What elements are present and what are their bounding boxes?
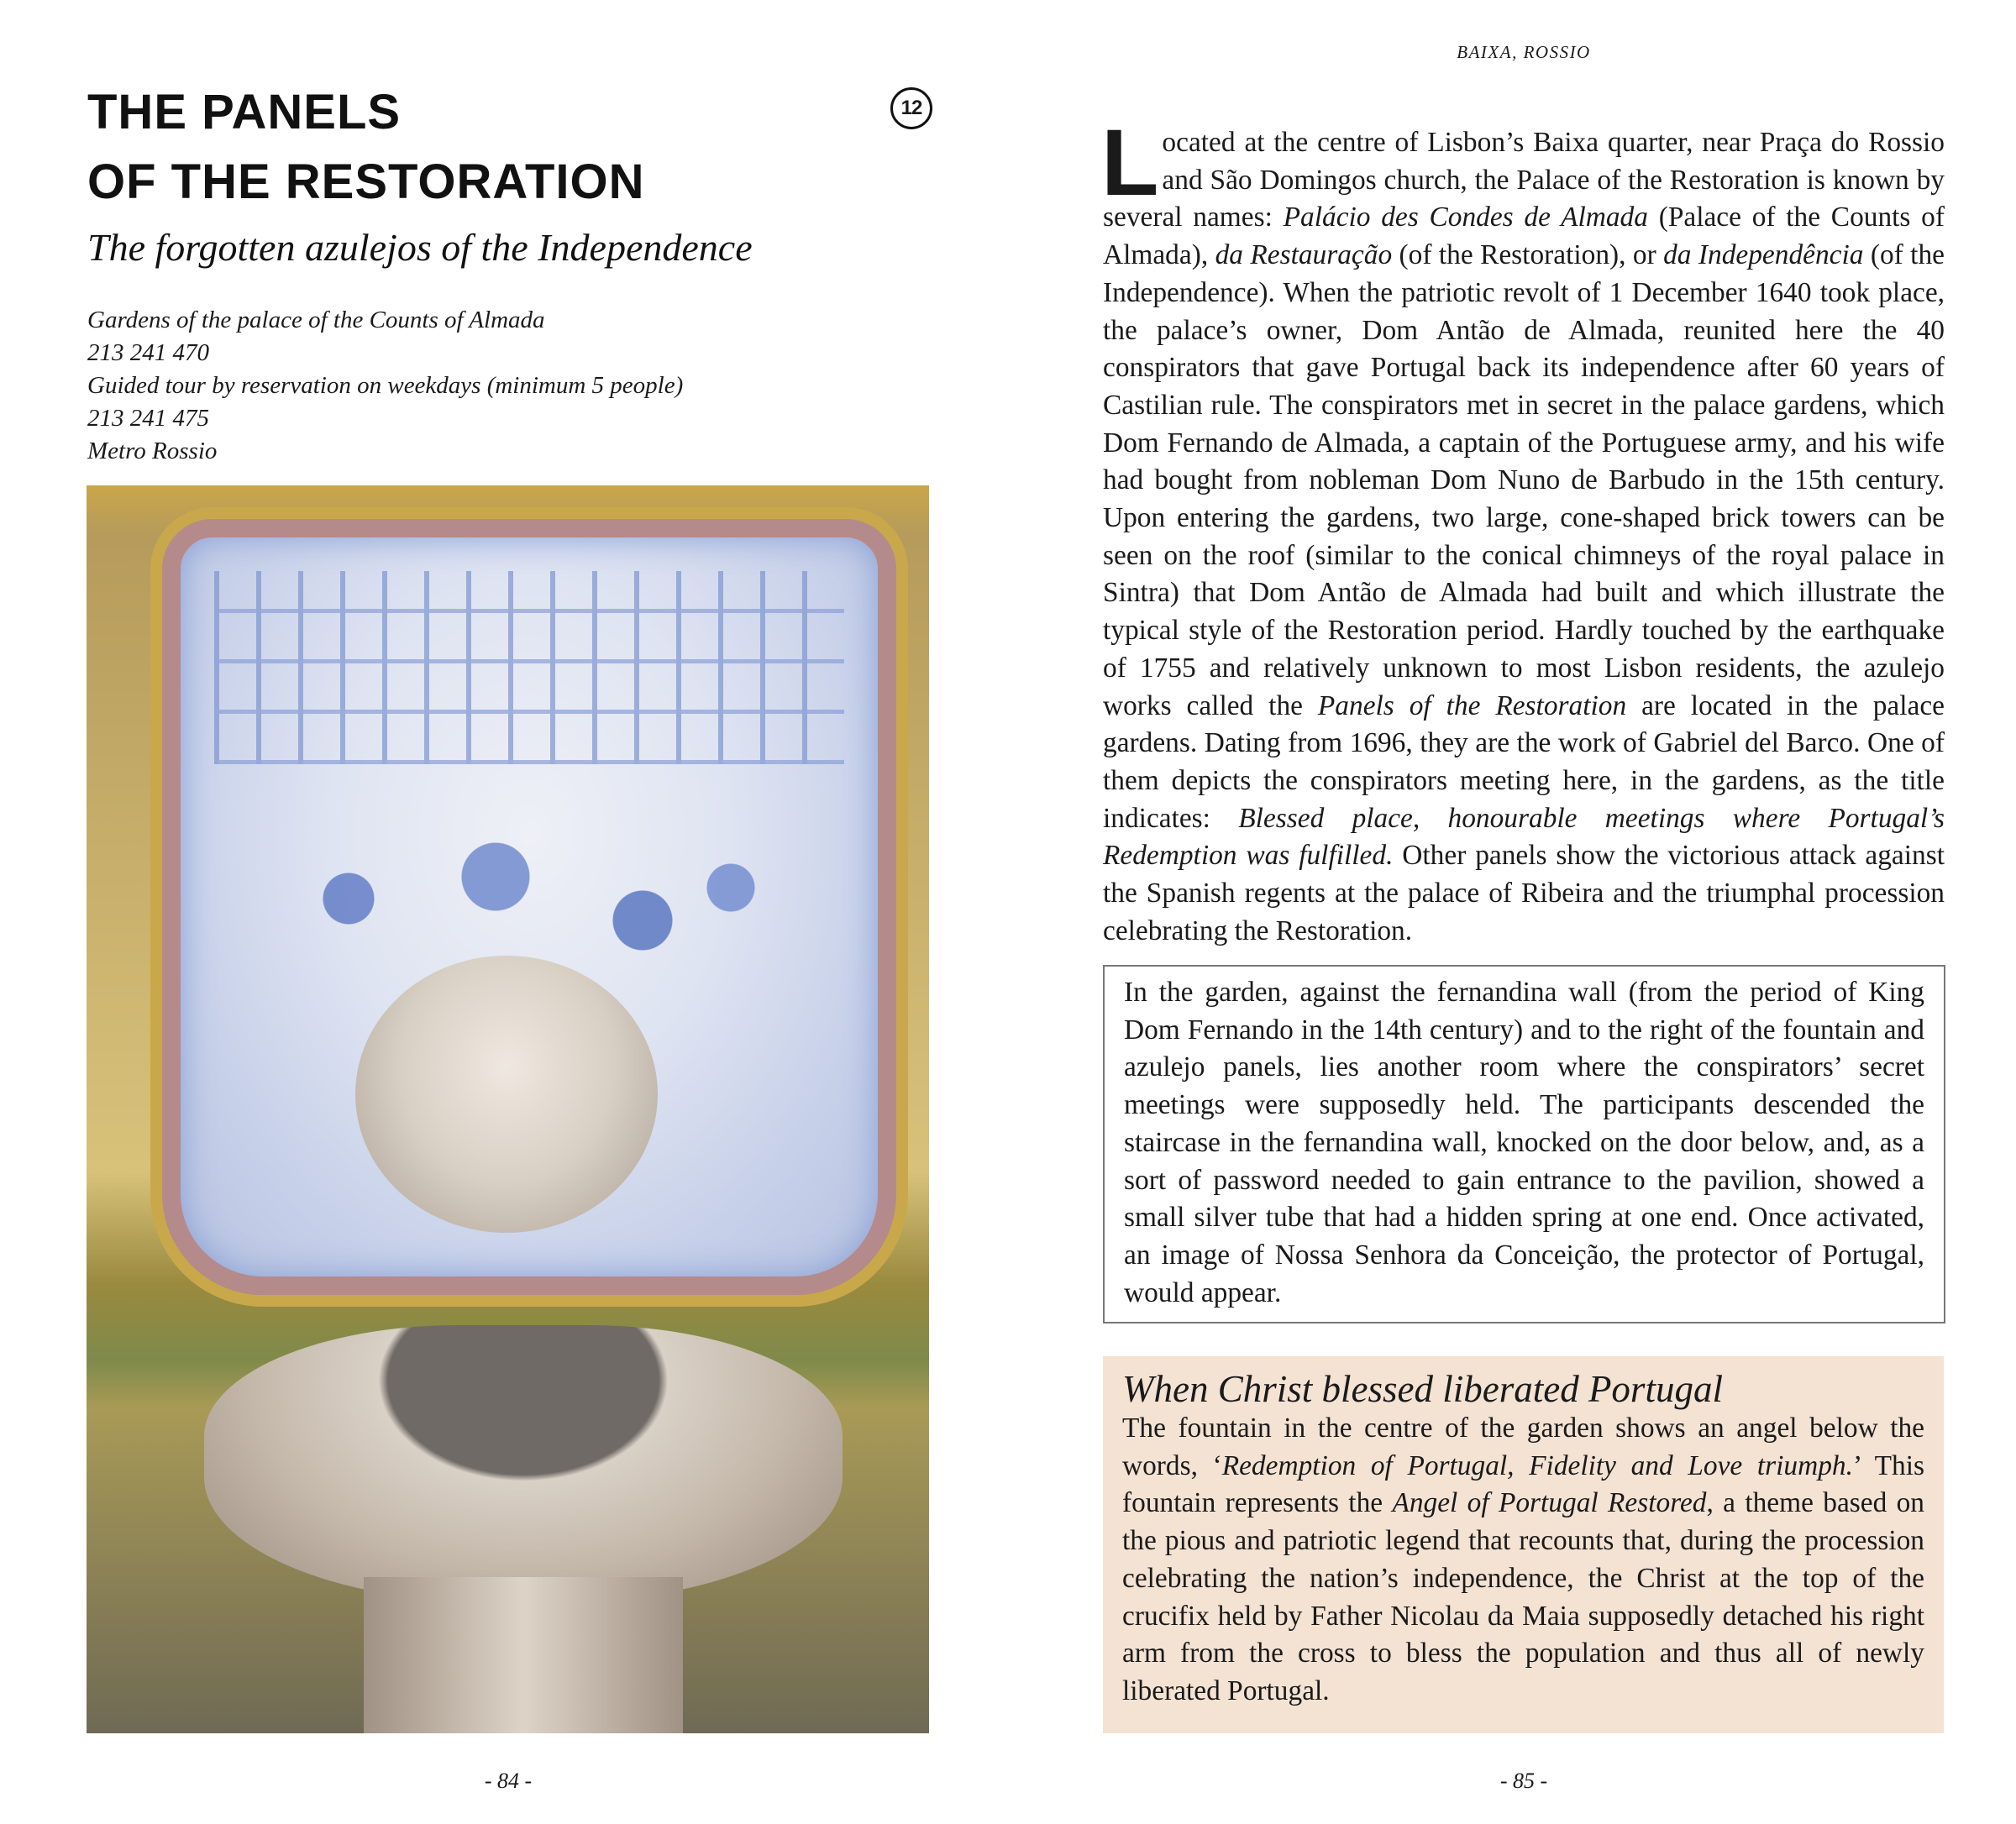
fountain-basin: [204, 1325, 843, 1602]
page-number-left: - 84 -: [484, 1769, 533, 1793]
text-run: (Palace of the Counts of Almada),: [1103, 202, 1945, 271]
entry-number-badge: 12: [890, 87, 932, 129]
italic-run: Panels of the Restoration: [1317, 689, 1627, 721]
info-address: Gardens of the palace of the Counts of Almada: [87, 307, 545, 333]
running-head: BAIXA, ROSSIO: [1457, 42, 1591, 62]
page-number-right: - 85 -: [1499, 1769, 1548, 1793]
aside-paragraph: [1122, 1410, 1924, 1711]
fountain-pedestal: [364, 1577, 683, 1733]
aside-heading: When Christ blessed liberated Portugal: [1122, 1368, 1723, 1410]
boxed-note: In the garden, against the fernandina wall (from the period of King Dom Fernando in the 14th century) and to the right of the fountain and azulejo panels, lies another room where the conspirators’ secret meetings were supposedly held. The participants descended the staircase in the fernandina wall, knocked on the door below, and, as a sort of password needed to gain entrance to the pavilion, showed a small silver tube that had a hidden spring at one end. Once activated, an image of Nossa Senhora da Conceição, the protector of Portugal, would appear.: [1103, 965, 1945, 1323]
subtitle: The forgotten azulejos of the Independence: [87, 226, 753, 269]
fountain-azulejo-photo: [87, 485, 929, 1733]
info-block: [87, 304, 683, 468]
info-tour: Guided tour by reservation on weekdays (minimum 5 people): [87, 372, 684, 399]
text-run: , a theme based on the pious and patriotic legend that recounts that, during the procession celebrating the nation’s independence, the Christ at the top of the crucifix held by Father Nicolau da Maia supposedly detached his right arm from the cross to bless the population and thus all of newly liberated Portugal.: [1122, 1487, 1924, 1706]
italic-run: Redemption of Portugal, Fidelity and Love triumph.: [1221, 1449, 1853, 1481]
italic-run: da Independência: [1663, 239, 1864, 271]
page-title: [87, 77, 645, 217]
article-paragraph: [1101, 110, 1945, 950]
title-line-1: THE PANELS: [87, 85, 402, 139]
text-run: The fountain in the centre of the garden shows an angel below the words, ‘: [1122, 1413, 1924, 1481]
italic-run: Angel of Portugal Restored: [1392, 1487, 1707, 1519]
title-line-2: OF THE RESTORATION: [87, 155, 645, 209]
angel-sculpture: [355, 956, 658, 1233]
info-phone-tour: 213 241 475: [87, 405, 209, 432]
text-run: ’ This fountain represents the: [1122, 1449, 1924, 1519]
text-run: ocated at the centre of Lisbon’s Baixa quarter, near Praça do Rossio and São Domingos church, the Palace of the Restoration is known by several names:: [1103, 127, 1945, 233]
info-phone: 213 241 470: [87, 339, 209, 366]
drop-cap: L: [1101, 110, 1159, 215]
italic-run: da Restauração: [1215, 239, 1393, 271]
italic-run: Blessed place, honourable meetings where Portugal’s Redemption was fulfilled.: [1103, 802, 1945, 872]
sidebar-aside: [1103, 1356, 1944, 1733]
text-run: (of the Independence). When the patriotic revolt of 1 December 1640 took place, the palace’s owner, Dom Antão de Almada, reunited here the 40 conspirators that gave Portugal back its independence after 60 years of Castilian rule. The conspirators met in secret in the palace gardens, which Dom Fernando de Almada, a captain of the Portuguese army, and his wife had bought from nobleman Dom Nuno de Barbudo in the 15th century. Upon entering the gardens, two large, cone-shaped brick towers can be seen on the roof (similar to the conical chimneys of the royal palace in Sintra) that Dom Antão de Almada had built and which illustrate the typical style of the Restoration period. Hardly touched by the earthquake of 1755 and relatively unknown to most Lisbon residents, the azulejo works called the: [1103, 239, 1945, 721]
text-run: Other panels show the victorious attack against the Spanish regents at the palace of Ribeira and the triumphal procession celebrating the Restoration.: [1103, 840, 1945, 946]
main-article: [1101, 110, 1945, 950]
text-run: (of the Restoration), or: [1392, 239, 1664, 271]
italic-run: Palácio des Condes de Almada: [1283, 202, 1648, 233]
panel-building: [214, 571, 844, 764]
text-run: are located in the palace gardens. Dating from 1696, they are the work of Gabriel del Barco. One of them depicts the conspirators meeting here, in the gardens, as the title indicates:: [1103, 689, 1945, 834]
info-metro: Metro Rossio: [87, 438, 218, 464]
